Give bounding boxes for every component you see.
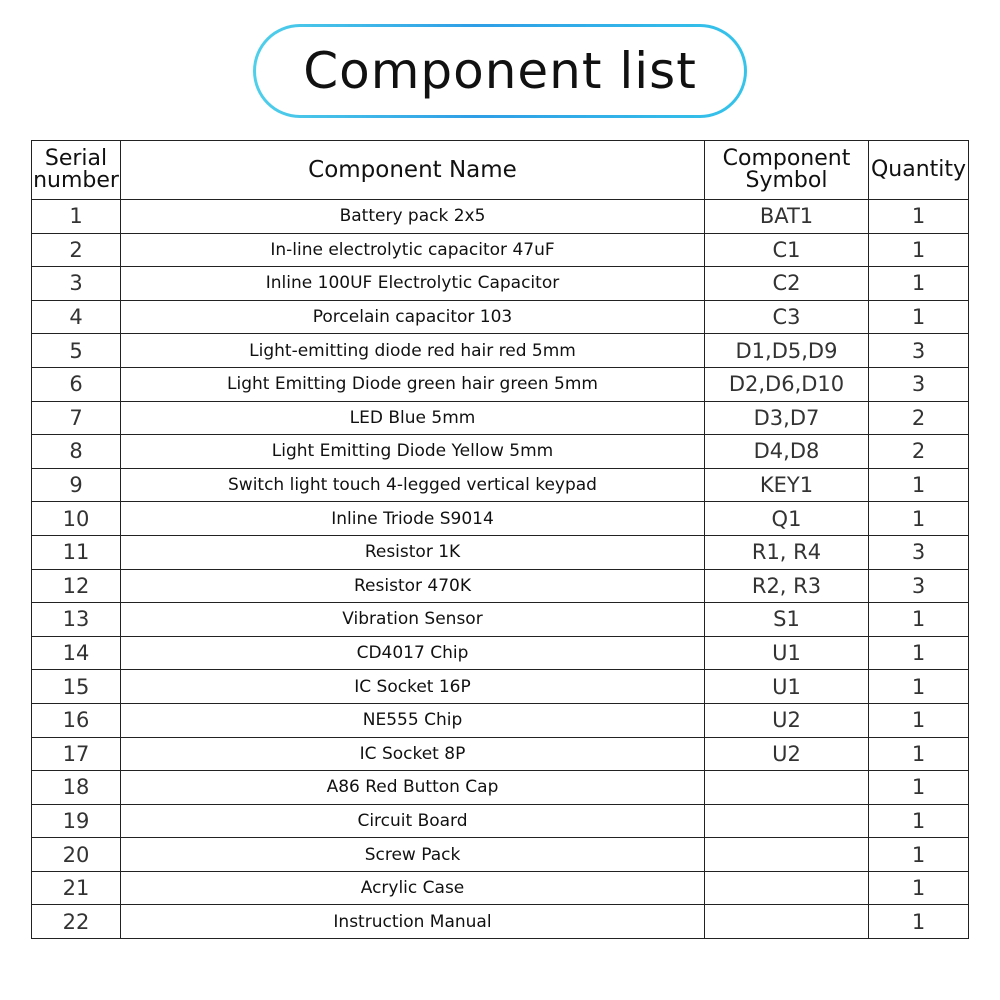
serial-number-cell: 2 [32,233,121,267]
quantity-cell: 1 [869,468,969,502]
component-symbol-cell: BAT1 [705,200,869,234]
component-name-cell: Instruction Manual [121,905,705,939]
component-name-cell: Acrylic Case [121,871,705,905]
component-symbol-cell: D4,D8 [705,435,869,469]
serial-number-cell: 10 [32,502,121,536]
component-symbol-cell: U1 [705,670,869,704]
quantity-cell: 1 [869,267,969,301]
table-row [32,703,969,737]
component-name-cell: IC Socket 8P [121,737,705,771]
quantity-cell: 1 [869,871,969,905]
serial-number-cell: 1 [32,200,121,234]
component-symbol-cell: C1 [705,233,869,267]
component-symbol-header [705,141,869,200]
component-symbol-cell: KEY1 [705,468,869,502]
table-row [32,535,969,569]
symbol-header-line1: Component [722,146,851,171]
page-title: Component list [303,42,697,100]
table-row [32,670,969,704]
component-name-cell: IC Socket 16P [121,670,705,704]
serial-header-line1: Serial [44,146,108,171]
component-symbol-cell: D1,D5,D9 [705,334,869,368]
component-name-cell: Inline 100UF Electrolytic Capacitor [121,267,705,301]
serial-number-cell: 15 [32,670,121,704]
serial-number-cell: 6 [32,367,121,401]
table-row [32,804,969,838]
serial-header-line2: number [33,168,119,193]
component-name-cell: Switch light touch 4-legged vertical keypad [121,468,705,502]
table-row [32,838,969,872]
component-name-cell: Battery pack 2x5 [121,200,705,234]
serial-number-cell: 9 [32,468,121,502]
serial-number-cell: 5 [32,334,121,368]
serial-number-cell: 11 [32,535,121,569]
table-row [32,871,969,905]
table-row [32,771,969,805]
table-row [32,569,969,603]
quantity-cell: 3 [869,367,969,401]
quantity-cell: 2 [869,435,969,469]
component-name-cell: CD4017 Chip [121,636,705,670]
component-name-cell: Light Emitting Diode Yellow 5mm [121,435,705,469]
quantity-cell: 1 [869,200,969,234]
component-symbol-cell: S1 [705,603,869,637]
component-name-cell: Porcelain capacitor 103 [121,300,705,334]
table-row [32,502,969,536]
component-table-body [32,200,969,939]
serial-number-cell: 8 [32,435,121,469]
serial-number-cell: 13 [32,603,121,637]
component-name-cell: NE555 Chip [121,703,705,737]
component-name-cell: LED Blue 5mm [121,401,705,435]
title-banner-inner [256,27,744,115]
quantity-cell: 1 [869,300,969,334]
component-name-cell: Vibration Sensor [121,603,705,637]
quantity-header: Quantity [869,141,969,200]
serial-number-cell: 20 [32,838,121,872]
component-symbol-cell: U2 [705,737,869,771]
component-symbol-cell [705,905,869,939]
table-row [32,468,969,502]
component-symbol-cell [705,871,869,905]
component-symbol-cell: D3,D7 [705,401,869,435]
component-name-cell: Inline Triode S9014 [121,502,705,536]
component-name-cell: Resistor 1K [121,535,705,569]
component-table [31,140,969,939]
table-row [32,737,969,771]
table-row [32,267,969,301]
component-symbol-cell [705,771,869,805]
table-row [32,603,969,637]
component-symbol-cell [705,838,869,872]
serial-number-cell: 16 [32,703,121,737]
quantity-cell: 1 [869,703,969,737]
component-symbol-cell: R2, R3 [705,569,869,603]
component-symbol-cell: C2 [705,267,869,301]
quantity-cell: 1 [869,233,969,267]
serial-number-header [32,141,121,200]
serial-number-cell: 19 [32,804,121,838]
serial-number-cell: 3 [32,267,121,301]
component-name-cell: Light Emitting Diode green hair green 5mm [121,367,705,401]
quantity-cell: 1 [869,636,969,670]
quantity-cell: 1 [869,905,969,939]
serial-number-cell: 4 [32,300,121,334]
component-symbol-cell: C3 [705,300,869,334]
component-name-cell: Light-emitting diode red hair red 5mm [121,334,705,368]
component-symbol-cell: R1, R4 [705,535,869,569]
quantity-cell: 1 [869,670,969,704]
component-name-cell: In-line electrolytic capacitor 47uF [121,233,705,267]
quantity-cell: 1 [869,502,969,536]
component-symbol-cell: U1 [705,636,869,670]
quantity-cell: 3 [869,569,969,603]
quantity-cell: 1 [869,804,969,838]
serial-number-cell: 18 [32,771,121,805]
table-row [32,367,969,401]
table-header-row [32,141,969,200]
component-symbol-cell [705,804,869,838]
component-name-header: Component Name [121,141,705,200]
title-banner [253,24,747,118]
quantity-cell: 1 [869,771,969,805]
table-row [32,334,969,368]
serial-number-cell: 22 [32,905,121,939]
quantity-cell: 3 [869,535,969,569]
quantity-cell: 3 [869,334,969,368]
component-symbol-cell: Q1 [705,502,869,536]
component-name-cell: Screw Pack [121,838,705,872]
table-row [32,636,969,670]
table-row [32,401,969,435]
quantity-cell: 1 [869,838,969,872]
serial-number-cell: 21 [32,871,121,905]
table-row [32,200,969,234]
quantity-cell: 1 [869,737,969,771]
component-name-cell: Resistor 470K [121,569,705,603]
quantity-cell: 2 [869,401,969,435]
component-name-cell: A86 Red Button Cap [121,771,705,805]
table-row [32,905,969,939]
symbol-header-line2: Symbol [745,168,828,193]
table-row [32,300,969,334]
serial-number-cell: 14 [32,636,121,670]
serial-number-cell: 7 [32,401,121,435]
quantity-cell: 1 [869,603,969,637]
component-symbol-cell: U2 [705,703,869,737]
serial-number-cell: 12 [32,569,121,603]
component-name-cell: Circuit Board [121,804,705,838]
table-row [32,435,969,469]
serial-number-cell: 17 [32,737,121,771]
component-symbol-cell: D2,D6,D10 [705,367,869,401]
table-row [32,233,969,267]
